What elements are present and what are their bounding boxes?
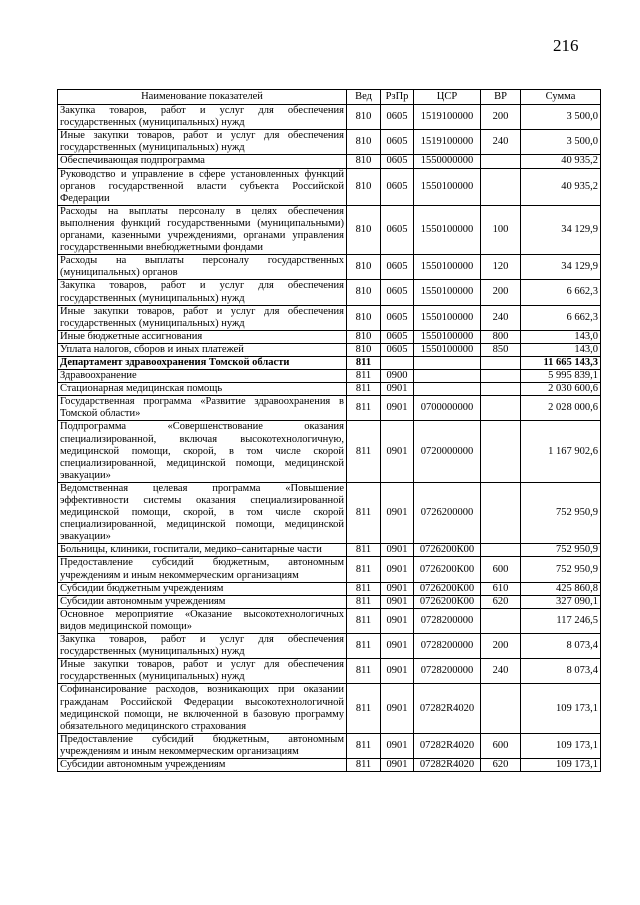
cell-vr — [481, 356, 521, 369]
cell-sum: 1 167 902,6 — [521, 421, 601, 482]
cell-vr: 620 — [481, 595, 521, 608]
cell-sum: 40 935,2 — [521, 155, 601, 168]
cell-ved: 811 — [347, 421, 381, 482]
cell-csr: 0728200000 — [414, 608, 481, 633]
cell-name: Предоставление субсидий бюджетным, автономным учреждениям и иным некоммерческим организациям — [58, 557, 347, 582]
table-row — [58, 105, 601, 130]
cell-ved: 811 — [347, 582, 381, 595]
cell-sum: 109 173,1 — [521, 733, 601, 758]
cell-rzpr: 0901 — [381, 634, 414, 659]
cell-name: Больницы, клиники, госпитали, медико–санитарные части — [58, 544, 347, 557]
cell-ved: 810 — [347, 305, 381, 330]
cell-sum: 752 950,9 — [521, 557, 601, 582]
cell-ved: 811 — [347, 396, 381, 421]
page-number: 216 — [553, 36, 579, 55]
header-row — [58, 90, 601, 105]
cell-rzpr: 0901 — [381, 544, 414, 557]
table-row — [58, 733, 601, 758]
cell-ved: 811 — [347, 733, 381, 758]
cell-csr: 0726200К00 — [414, 557, 481, 582]
cell-ved: 811 — [347, 370, 381, 383]
table-row — [58, 482, 601, 543]
cell-sum: 8 073,4 — [521, 634, 601, 659]
cell-csr: 0728200000 — [414, 634, 481, 659]
cell-rzpr: 0901 — [381, 383, 414, 396]
cell-sum: 327 090,1 — [521, 595, 601, 608]
cell-csr: 1550100000 — [414, 205, 481, 254]
cell-sum: 752 950,9 — [521, 482, 601, 543]
cell-vr: 600 — [481, 557, 521, 582]
cell-sum: 3 500,0 — [521, 130, 601, 155]
cell-vr: 850 — [481, 343, 521, 356]
cell-ved: 811 — [347, 356, 381, 369]
cell-ved: 811 — [347, 383, 381, 396]
cell-vr — [481, 155, 521, 168]
table-header — [58, 90, 601, 105]
cell-sum: 34 129,9 — [521, 205, 601, 254]
cell-vr: 240 — [481, 659, 521, 684]
cell-vr: 610 — [481, 582, 521, 595]
table-row — [58, 421, 601, 482]
cell-rzpr: 0901 — [381, 659, 414, 684]
cell-sum: 752 950,9 — [521, 544, 601, 557]
table-row — [58, 608, 601, 633]
cell-rzpr: 0605 — [381, 105, 414, 130]
cell-ved: 811 — [347, 608, 381, 633]
table-row — [58, 582, 601, 595]
cell-csr: 1550100000 — [414, 280, 481, 305]
cell-rzpr: 0605 — [381, 130, 414, 155]
cell-rzpr: 0901 — [381, 557, 414, 582]
cell-sum: 11 665 143,3 — [521, 356, 601, 369]
cell-rzpr: 0901 — [381, 482, 414, 543]
cell-sum: 5 995 839,1 — [521, 370, 601, 383]
cell-vr: 600 — [481, 733, 521, 758]
table-row — [58, 659, 601, 684]
cell-vr: 800 — [481, 330, 521, 343]
cell-sum: 2 030 600,6 — [521, 383, 601, 396]
cell-csr: 1550100000 — [414, 255, 481, 280]
cell-sum: 143,0 — [521, 343, 601, 356]
cell-sum: 8 073,4 — [521, 659, 601, 684]
table-row — [58, 370, 601, 383]
table-row — [58, 330, 601, 343]
cell-name: Основное мероприятие «Оказание высокотехнологичных видов медицинской помощи» — [58, 608, 347, 633]
cell-ved: 811 — [347, 482, 381, 543]
table-row — [58, 305, 601, 330]
cell-name: Закупка товаров, работ и услуг для обеспечения государственных (муниципальных) нужд — [58, 280, 347, 305]
cell-name: Закупка товаров, работ и услуг для обеспечения государственных (муниципальных) нужд — [58, 105, 347, 130]
cell-sum: 40 935,2 — [521, 168, 601, 205]
table-row — [58, 634, 601, 659]
cell-csr: 0726200000 — [414, 482, 481, 543]
cell-ved: 810 — [347, 343, 381, 356]
table-row — [58, 130, 601, 155]
cell-vr: 200 — [481, 280, 521, 305]
cell-ved: 811 — [347, 758, 381, 771]
cell-csr — [414, 370, 481, 383]
cell-vr — [481, 421, 521, 482]
cell-ved: 811 — [347, 595, 381, 608]
cell-sum: 6 662,3 — [521, 305, 601, 330]
cell-vr: 200 — [481, 634, 521, 659]
table-row — [58, 255, 601, 280]
cell-name: Расходы на выплаты персоналу в целях обеспечения выполнения функций государственными (муниципальными) органами, казенными учреждениями, органами управления государственными внебюджетными фондами — [58, 205, 347, 254]
header-ved: Вед — [347, 90, 381, 105]
cell-csr — [414, 356, 481, 369]
cell-rzpr: 0901 — [381, 758, 414, 771]
cell-rzpr: 0605 — [381, 205, 414, 254]
cell-ved: 810 — [347, 280, 381, 305]
table-row — [58, 155, 601, 168]
cell-csr: 07282R4020 — [414, 684, 481, 733]
cell-rzpr: 0901 — [381, 582, 414, 595]
cell-name: Стационарная медицинская помощь — [58, 383, 347, 396]
cell-csr: 0720000000 — [414, 421, 481, 482]
cell-rzpr: 0901 — [381, 595, 414, 608]
cell-csr: 1550100000 — [414, 168, 481, 205]
cell-name: Предоставление субсидий бюджетным, автономным учреждениям и иным некоммерческим организациям — [58, 733, 347, 758]
header-name: Наименование показателей — [58, 90, 347, 105]
cell-csr: 07282R4020 — [414, 733, 481, 758]
cell-name: Руководство и управление в сфере установленных функций органов государственной власти субъекта Российской Федерации — [58, 168, 347, 205]
cell-vr — [481, 370, 521, 383]
cell-sum: 117 246,5 — [521, 608, 601, 633]
table-row — [58, 595, 601, 608]
table-row — [58, 684, 601, 733]
cell-csr — [414, 383, 481, 396]
cell-sum: 34 129,9 — [521, 255, 601, 280]
cell-csr: 0728200000 — [414, 659, 481, 684]
cell-sum: 109 173,1 — [521, 758, 601, 771]
cell-ved: 810 — [347, 155, 381, 168]
cell-vr: 240 — [481, 305, 521, 330]
cell-vr — [481, 684, 521, 733]
budget-table-body — [58, 105, 601, 772]
header-csr: ЦСР — [414, 90, 481, 105]
cell-rzpr: 0901 — [381, 396, 414, 421]
cell-rzpr: 0605 — [381, 155, 414, 168]
cell-csr: 0726200К00 — [414, 582, 481, 595]
cell-name: Расходы на выплаты персоналу государственных (муниципальных) органов — [58, 255, 347, 280]
cell-name: Подпрограмма «Совершенствование оказания специализированной, включая высокотехнологичную, медицинской помощи, скорой, в том числе скорой специализированной, медицинской помощи, медицинской эвакуации» — [58, 421, 347, 482]
header-sum: Сумма — [521, 90, 601, 105]
cell-vr: 240 — [481, 130, 521, 155]
cell-name: Софинансирование расходов, возникающих при оказании гражданам Российской Федерации высокотехнологичной медицинской помощи, не включенной в базовую программу обязательного медицинского страхования — [58, 684, 347, 733]
cell-vr: 100 — [481, 205, 521, 254]
cell-name: Иные закупки товаров, работ и услуг для обеспечения государственных (муниципальных) нужд — [58, 659, 347, 684]
cell-ved: 810 — [347, 130, 381, 155]
cell-ved: 811 — [347, 659, 381, 684]
cell-rzpr: 0605 — [381, 280, 414, 305]
cell-ved: 811 — [347, 557, 381, 582]
budget-table — [57, 89, 601, 772]
cell-rzpr: 0605 — [381, 255, 414, 280]
cell-rzpr: 0605 — [381, 343, 414, 356]
cell-rzpr: 0900 — [381, 370, 414, 383]
cell-name: Обеспечивающая подпрограмма — [58, 155, 347, 168]
cell-rzpr: 0605 — [381, 305, 414, 330]
table-row — [58, 396, 601, 421]
cell-name: Субсидии автономным учреждениям — [58, 595, 347, 608]
cell-name: Иные бюджетные ассигнования — [58, 330, 347, 343]
cell-csr: 1519100000 — [414, 130, 481, 155]
cell-sum: 143,0 — [521, 330, 601, 343]
cell-vr: 120 — [481, 255, 521, 280]
cell-csr: 1550000000 — [414, 155, 481, 168]
cell-sum: 2 028 000,6 — [521, 396, 601, 421]
cell-name: Здравоохранение — [58, 370, 347, 383]
cell-ved: 810 — [347, 168, 381, 205]
cell-name: Департамент здравоохранения Томской области — [58, 356, 347, 369]
table-row — [58, 758, 601, 771]
cell-ved: 810 — [347, 255, 381, 280]
cell-rzpr: 0605 — [381, 168, 414, 205]
cell-name: Субсидии бюджетным учреждениям — [58, 582, 347, 595]
table-row — [58, 205, 601, 254]
table-row — [58, 544, 601, 557]
cell-name: Закупка товаров, работ и услуг для обеспечения государственных (муниципальных) нужд — [58, 634, 347, 659]
cell-ved: 811 — [347, 684, 381, 733]
header-vr: ВР — [481, 90, 521, 105]
table-row — [58, 168, 601, 205]
cell-ved: 810 — [347, 205, 381, 254]
cell-csr: 0700000000 — [414, 396, 481, 421]
cell-name: Государственная программа «Развитие здравоохранения в Томской области» — [58, 396, 347, 421]
cell-vr — [481, 396, 521, 421]
cell-rzpr: 0901 — [381, 684, 414, 733]
cell-name: Иные закупки товаров, работ и услуг для обеспечения государственных (муниципальных) нужд — [58, 305, 347, 330]
cell-ved: 810 — [347, 330, 381, 343]
cell-csr: 1519100000 — [414, 105, 481, 130]
cell-rzpr: 0901 — [381, 733, 414, 758]
cell-vr — [481, 383, 521, 396]
table-row — [58, 343, 601, 356]
cell-name: Субсидии автономным учреждениям — [58, 758, 347, 771]
cell-name: Уплата налогов, сборов и иных платежей — [58, 343, 347, 356]
cell-vr — [481, 482, 521, 543]
cell-rzpr — [381, 356, 414, 369]
cell-name: Иные закупки товаров, работ и услуг для обеспечения государственных (муниципальных) нужд — [58, 130, 347, 155]
table-row — [58, 383, 601, 396]
cell-vr — [481, 168, 521, 205]
cell-rzpr: 0901 — [381, 421, 414, 482]
cell-vr — [481, 544, 521, 557]
table-row — [58, 356, 601, 369]
cell-csr: 0726200К00 — [414, 544, 481, 557]
cell-vr — [481, 608, 521, 633]
cell-vr: 200 — [481, 105, 521, 130]
header-rzpr: РзПр — [381, 90, 414, 105]
cell-sum: 3 500,0 — [521, 105, 601, 130]
cell-csr: 1550100000 — [414, 330, 481, 343]
cell-vr: 620 — [481, 758, 521, 771]
table-row — [58, 557, 601, 582]
cell-csr: 1550100000 — [414, 343, 481, 356]
cell-sum: 6 662,3 — [521, 280, 601, 305]
cell-ved: 811 — [347, 634, 381, 659]
cell-rzpr: 0901 — [381, 608, 414, 633]
cell-csr: 0726200К00 — [414, 595, 481, 608]
cell-sum: 109 173,1 — [521, 684, 601, 733]
cell-ved: 811 — [347, 544, 381, 557]
cell-name: Ведомственная целевая программа «Повышение эффективности системы оказания специализированной медицинской помощи, скорой, в том числе скорой специализированной, медицинской помощи, медицинской эвакуации» — [58, 482, 347, 543]
cell-csr: 1550100000 — [414, 305, 481, 330]
cell-sum: 425 860,8 — [521, 582, 601, 595]
cell-rzpr: 0605 — [381, 330, 414, 343]
cell-csr: 07282R4020 — [414, 758, 481, 771]
cell-ved: 810 — [347, 105, 381, 130]
table-row — [58, 280, 601, 305]
